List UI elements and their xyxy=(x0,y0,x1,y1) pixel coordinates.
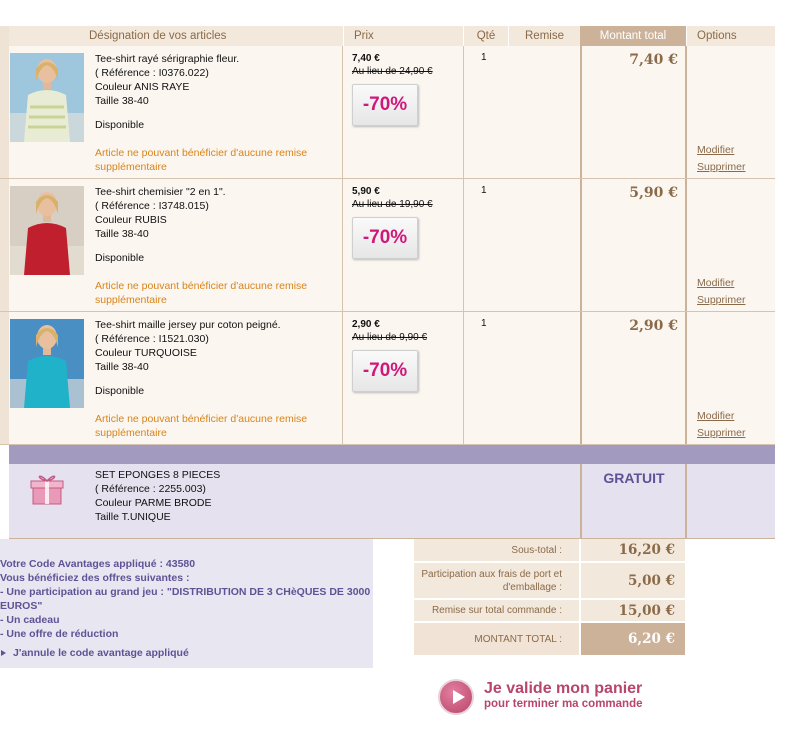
gift-name: SET EPONGES 8 PIECES xyxy=(95,469,221,481)
cancel-promo-link[interactable] xyxy=(0,646,373,660)
subtotal-label: Sous-total : xyxy=(414,539,579,561)
product-name: Tee-shirt chemisier "2 en 1". xyxy=(95,186,226,198)
col-divider-qty xyxy=(463,46,464,178)
promo-code-line: Votre Code Avantages appliqué : 43580 xyxy=(0,558,196,570)
row-edge xyxy=(0,179,9,311)
price-cell xyxy=(352,52,433,78)
discount-badge: -70% xyxy=(352,84,418,126)
header-discount: Remise xyxy=(508,26,580,46)
col-divider-price xyxy=(342,312,343,444)
arrow-right-icon xyxy=(1,650,6,656)
col-divider-total-right xyxy=(685,179,687,311)
product-color: Couleur ANIS RAYE xyxy=(95,81,190,93)
product-size: Taille 38-40 xyxy=(95,95,149,107)
current-price: 5,90 € xyxy=(352,186,380,197)
header-options: Options xyxy=(686,26,775,46)
header-price: Prix xyxy=(343,26,463,46)
gift-price: GRATUIT xyxy=(603,470,665,486)
product-image-icon xyxy=(10,186,84,275)
delete-link[interactable]: Supprimer xyxy=(697,427,746,439)
cart-item-row xyxy=(0,179,775,312)
col-divider-total-right xyxy=(685,46,687,178)
order-discount-value: 15,00 € xyxy=(579,600,685,621)
cancel-promo-label: J'annule le code avantage appliqué xyxy=(13,647,189,659)
validate-main-label: Je valide mon panier xyxy=(484,680,643,697)
grand-total-label: MONTANT TOTAL : xyxy=(414,623,579,655)
row-options xyxy=(697,142,745,176)
product-availability: Disponible xyxy=(95,119,145,131)
quantity: 1 xyxy=(481,185,487,196)
line-total: 7,40 € xyxy=(629,52,678,68)
validate-sub-label: pour terminer ma commande xyxy=(484,698,643,710)
current-price: 2,90 € xyxy=(352,319,380,330)
line-total: 2,90 € xyxy=(629,318,678,334)
product-size: Taille 38-40 xyxy=(95,228,149,240)
product-reference: ( Référence : I0376.022) xyxy=(95,67,209,79)
modify-link[interactable]: Modifier xyxy=(697,144,735,156)
promo-offer-gift: - Un cadeau xyxy=(0,614,60,626)
discount-badge: -70% xyxy=(352,350,418,392)
quantity: 1 xyxy=(481,52,487,63)
header-total: Montant total xyxy=(580,26,686,46)
promo-code-box xyxy=(0,539,373,668)
product-availability: Disponible xyxy=(95,385,145,397)
product-reference: ( Référence : I1521.030) xyxy=(95,333,209,345)
product-reference: ( Référence : I3748.015) xyxy=(95,200,209,212)
discount-badge: -70% xyxy=(352,217,418,259)
modify-link[interactable]: Modifier xyxy=(697,410,735,422)
gift-color: Couleur PARME BRODE xyxy=(95,497,212,509)
line-total: 5,90 € xyxy=(629,185,678,201)
row-options xyxy=(697,275,745,309)
product-image-icon xyxy=(10,53,84,142)
old-price: Au lieu de 19,90 € xyxy=(352,199,433,210)
product-description xyxy=(95,185,340,307)
promo-offers-title: Vous bénéficiez des offres suivantes : xyxy=(0,572,190,584)
product-name: Tee-shirt maille jersey pur coton peigné. xyxy=(95,319,281,331)
row-edge xyxy=(0,46,9,178)
col-divider-price xyxy=(342,46,343,178)
product-name: Tee-shirt rayé sérigraphie fleur. xyxy=(95,53,240,65)
old-price: Au lieu de 24,90 € xyxy=(352,66,433,77)
header-edge xyxy=(0,26,9,46)
product-description xyxy=(95,52,340,174)
promo-offer-game: - Une participation au grand jeu : "DISTRIBUTION DE 3 CHèQUES DE 3000 EUROS" xyxy=(0,586,371,612)
cart-header xyxy=(0,26,775,46)
row-edge xyxy=(0,312,9,444)
row-options xyxy=(697,408,745,442)
grand-total-value: 6,20 € xyxy=(579,623,685,655)
quantity: 1 xyxy=(481,318,487,329)
order-discount-label: Remise sur total commande : xyxy=(414,600,579,621)
play-icon xyxy=(438,679,474,715)
header-qty: Qté xyxy=(463,26,508,46)
delete-link[interactable]: Supprimer xyxy=(697,161,746,173)
gift-reference: ( Référence : 2255.003) xyxy=(95,483,206,495)
no-extra-discount-note: Article ne pouvant bénéficier d'aucune remise supplémentaire xyxy=(95,147,308,173)
product-photo xyxy=(10,53,84,142)
validate-cart-button[interactable] xyxy=(438,677,678,717)
product-color: Couleur TURQUOISE xyxy=(95,347,197,359)
product-size: Taille 38-40 xyxy=(95,361,149,373)
current-price: 7,40 € xyxy=(352,53,380,64)
shipping-label: Participation aux frais de port et d'emballage : xyxy=(414,563,579,598)
shipping-value: 5,00 € xyxy=(579,563,685,598)
product-photo xyxy=(10,319,84,408)
col-divider-qty xyxy=(463,312,464,444)
no-extra-discount-note: Article ne pouvant bénéficier d'aucune remise supplémentaire xyxy=(95,280,308,306)
old-price: Au lieu de 9,90 € xyxy=(352,332,428,343)
header-designation: Désignation de vos articles xyxy=(89,30,227,42)
subtotal-value: 16,20 € xyxy=(579,539,685,561)
product-photo xyxy=(10,186,84,275)
product-image-icon xyxy=(10,319,84,408)
gift-section-bar xyxy=(9,445,775,464)
delete-link[interactable]: Supprimer xyxy=(697,294,746,306)
no-extra-discount-note: Article ne pouvant bénéficier d'aucune remise supplémentaire xyxy=(95,413,308,439)
col-divider-total-right xyxy=(685,312,687,444)
gift-row xyxy=(9,464,775,539)
modify-link[interactable]: Modifier xyxy=(697,277,735,289)
gift-description xyxy=(95,468,220,524)
col-divider-price xyxy=(342,179,343,311)
cart-item-row xyxy=(0,46,775,179)
gift-icon xyxy=(29,472,65,506)
product-color: Couleur RUBIS xyxy=(95,214,167,226)
product-description xyxy=(95,318,340,440)
product-availability: Disponible xyxy=(95,252,145,264)
cart-item-row xyxy=(0,312,775,445)
price-cell xyxy=(352,185,433,211)
col-divider-qty xyxy=(463,179,464,311)
gift-size: Taille T.UNIQUE xyxy=(95,511,171,523)
promo-offer-reduction: - Une offre de réduction xyxy=(0,628,119,640)
price-cell xyxy=(352,318,427,344)
